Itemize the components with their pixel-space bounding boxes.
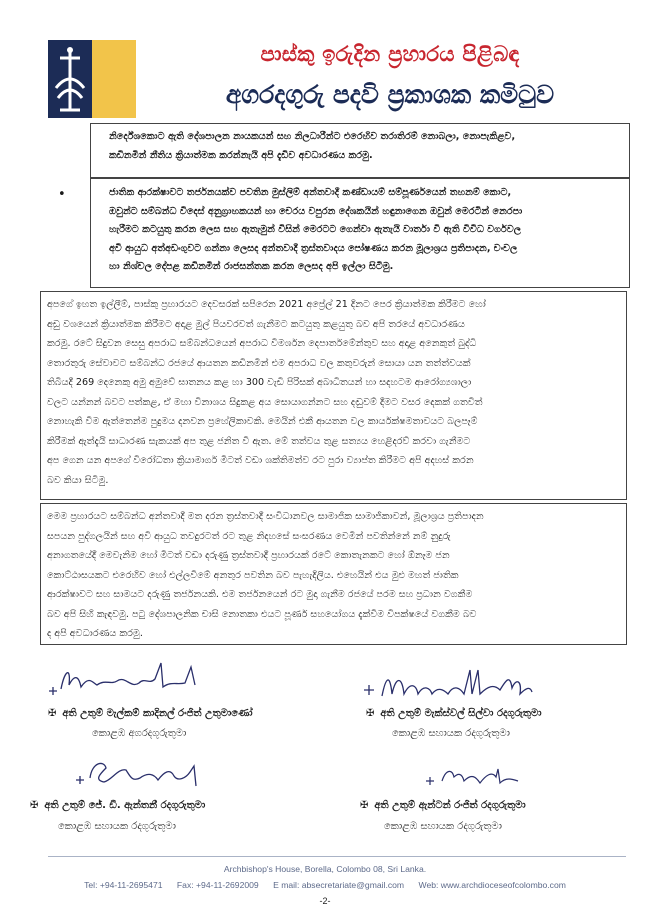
cross-icon: ✠ bbox=[48, 708, 57, 719]
footer-email: E mail: absecretariate@gmail.com bbox=[273, 880, 405, 890]
footer-address: Archbishop's House, Borella, Colombo 08, Sri Lanka. bbox=[223, 864, 427, 874]
box-line: කඩිනමින් නීතිය ක්‍රියාත්මක කරන්නැයි අපි දැඩිව අවධාරණය කරමු. bbox=[109, 149, 373, 161]
paragraph-line: බව කියා සිටිමු. bbox=[47, 474, 109, 486]
page-number: -2- bbox=[319, 896, 331, 906]
paragraph-line: නොහැකි වීම ඇත්තෙන්ම පුදුමය දනවන ප්‍රහේලිකාවකි. මෙයින් එකී ආයතන වල කාර්යක්ෂමතාවයට බලපෑම් bbox=[47, 416, 478, 427]
footer-divider bbox=[48, 856, 626, 857]
paragraph-line: වලට යන්නන් බවට පත්කළ, ඒ මහා විනාශය සිදුකළ අය සොයාගන්නට සහ දඬුවම් දීමට වසර දෙකක් ගතවීත් bbox=[47, 396, 483, 408]
box-line: නිර්දේශකොට ඇති දේශපාලන නායකයන් සහ නිලධාරීන්ට එරෙහිව තරාතිරම් නොබලා, නොපැකිළව, bbox=[109, 131, 516, 142]
paragraph-line: අපගේ ඉහත ඉල්ලීම්, පාස්කු ප්‍රහාරයට දෙවසරක් සපිරෙන 2021 අප්‍රේල් 21 දිනට පෙර ක්‍රියාත්මක කිරීමට හෝ bbox=[47, 299, 486, 310]
footer-contacts bbox=[0, 880, 650, 890]
box-line: ඔවුන්ට සම්බන්ධ විදෙස් අනුග්‍රාහකයන් හා චෙරය වපුරන දේශකයින් හඳුනාගෙන ඔවුන් මෙරටින් නෙරපා bbox=[109, 205, 523, 217]
highlight-box-top bbox=[90, 123, 630, 178]
signature-2-icon bbox=[360, 660, 540, 704]
signature-1-icon bbox=[45, 655, 225, 699]
signatory-1-title: කොළඹ අගරදගුරුතුමා bbox=[92, 728, 187, 739]
box-line: හා නිශ්චල දේපළ කඩිනමින් රාජසන්තක කරන ලෙසද අපි ඉල්ලා සිටිමු. bbox=[109, 261, 394, 272]
paragraph-deadline-demand bbox=[40, 291, 627, 500]
footer-tel: Tel: +94-11-2695471 bbox=[84, 880, 163, 890]
bullet-point: • bbox=[58, 187, 66, 202]
paragraph-line: තිබියදී 269 දෙනෙකු අමු අමුවේ ඝාතනය කළ හා 300 වැඩි පිරිසක් අබාධිතයන් හා සදහටම ආරෝග්‍යශාලා bbox=[47, 377, 472, 388]
signature-3-icon bbox=[70, 748, 250, 792]
paragraph-national-security bbox=[40, 503, 627, 645]
signatory-1-name bbox=[48, 708, 253, 719]
signatory-name-text: අති උතුම් මැල්කම් කාදිනල් රංජිත් උතුමාණෝ bbox=[62, 708, 253, 719]
highlight-box-demands bbox=[90, 178, 630, 288]
paragraph-line: කිරීමක් ඇත්දැයි සාධාරණ සැකයක් අප තුළ ජනිත වී ඇත. මේ තත්වය තුළ සත්‍යය හෙළිදරව් කරවා ගැනීමට bbox=[47, 435, 471, 447]
paragraph-line: තොරතුරු සේවාවට සම්බන්ධ රජයේ ආයතන කඩිනමින් එම අපරාධ වල කතුවරුන් සොයා යන තත්ත්වයක් bbox=[47, 357, 471, 369]
paragraph-line: සපයන පුද්ගලයින් සහ අවි ආයුධ තවදුරටත් රට තුළ නිදහසේ සංසරණය වෙමින් පවතින්නේ නම් නුදුරු bbox=[47, 530, 451, 542]
paragraph-line: මෙම ප්‍රහාරයට සම්බන්ධ අන්තවාදී මත දරන ත්‍රස්තවාදී සංවිධානවල සාමාජික සාමාජිකාවන්, මූලාශ්‍රය ප්‍රතිපාදන bbox=[47, 511, 484, 522]
paragraph-line: කරමු. රටේ සිදුවන සෙසු අපරාධ සම්බන්ධයෙන් අපරාධ විමර්ශන දෙපාර්තමේන්තුව සහ අදාළ අනෙකුත් බුද්ධි bbox=[47, 338, 477, 349]
cross-icon: ✠ bbox=[360, 800, 369, 811]
paragraph-line: අනාගතයේදී මෙවැනිම හෝ මීටත් වඩා දරුණු ත්‍රස්තවාදී ප්‍රහාරයක් රටේ කොතැනකට හෝ ඕනෑම ජන bbox=[47, 550, 450, 561]
paragraph-line: ආරක්ෂාවට සහ සාමයට දරුණු තර්ජනයකි. එම තර්ජනයෙන් රට මුදා ගැනීම රජයේ පරම සහ ප්‍රධාන වගකීම bbox=[47, 589, 473, 600]
signatory-name-text: අති උතුම් මැක්ස්වල් සිල්වා රදගුරුතුමා bbox=[380, 708, 542, 719]
paragraph-line: බව අපි සිහි කැඳවමු. පටු දේශපාලනික චාසි නොතකා එයට පූර්ණ සහයෝගය දැක්වීම විපක්ෂයේ වගකීම බව bbox=[47, 608, 477, 620]
signatory-4-name bbox=[360, 800, 526, 811]
signatory-2-title: කොළඹ සහායක රදගුරුතුමා bbox=[392, 728, 510, 739]
paragraph-line: ද අපි අවධාරණය කරමු. bbox=[47, 628, 143, 639]
signatory-3-title: කොළඹ සහායක රදගුරුතුමා bbox=[58, 821, 176, 832]
signature-4-icon bbox=[420, 755, 600, 799]
footer-web: Web: www.archdioceseofcolombo.com bbox=[418, 880, 566, 890]
archdiocese-logo-icon bbox=[48, 40, 136, 118]
signatory-name-text: අති උතුම් ඇන්ටන් රංජිත් රදගුරුතුමා bbox=[374, 800, 526, 811]
committee-title-red: පාස්කු ඉරුදින ප්‍රහාරය පිළිබඳ bbox=[260, 42, 520, 66]
paragraph-line: කොට්ඨාසයකට එරෙහිව හෝ එල්ලවීමේ අනතුර පවතින බව පැහැදිලිය. එහෙයින් එය මුළු මහත් ජාතික bbox=[47, 569, 459, 581]
committee-title-blue: අගරදගුරු පදවි ප්‍රකාශක කමිටුව bbox=[225, 80, 555, 109]
signatory-name-text: අති උතුම් ජේ. ඩී. ඇන්තනී රදගුරුතුමා bbox=[44, 800, 206, 811]
paragraph-line: අඩු වශයෙන් ක්‍රියාත්මක කිරීමට අදාළ මුල් පියවරවත් ගැනීමට කටයුතු කළයුතු බව අපි තරයේ අවධාරණය bbox=[47, 318, 465, 330]
signatory-3-name bbox=[30, 800, 205, 811]
paragraph-line: අප ගෙන යන අපගේ විරෝධතා ක්‍රියාමාර්ග මීටත් වඩා ශක්තිමත්ව රට පුරා ව්‍යාප්ත කිරීමට අපි අදහස් කරන bbox=[47, 455, 474, 466]
box-line: හැරීමට කටයුතු කරන ලෙස සහ ඇතැමුන් විසින් මෙරටට ගෙන්වා ඇතැයි වාර්තා වී ඇති විවිධ වර්ගවල bbox=[109, 224, 522, 235]
cross-icon: ✠ bbox=[30, 800, 39, 811]
signatory-2-name bbox=[366, 708, 542, 719]
box-line: අවි ආයුධ අත්අඩංගුවට ගන්නා ලෙසද අන්තවාදී ත්‍රස්තවාදය පෝෂණය කරන මූලාශ්‍රය ප්‍රතිපාදන, චංචල bbox=[109, 242, 518, 254]
cross-icon: ✠ bbox=[366, 708, 375, 719]
box-line: ජාතික ආරක්ෂාවට තර්ජනයක්ව පවතින මුස්ලිම් අන්තවාදී කණ්ඩායම් සම්පූර්ණයෙන් තහනම් කොට, bbox=[109, 187, 512, 198]
signatory-4-title: කොළඹ සහායක රදගුරුතුමා bbox=[384, 821, 502, 832]
footer-fax: Fax: +94-11-2692009 bbox=[176, 880, 259, 890]
